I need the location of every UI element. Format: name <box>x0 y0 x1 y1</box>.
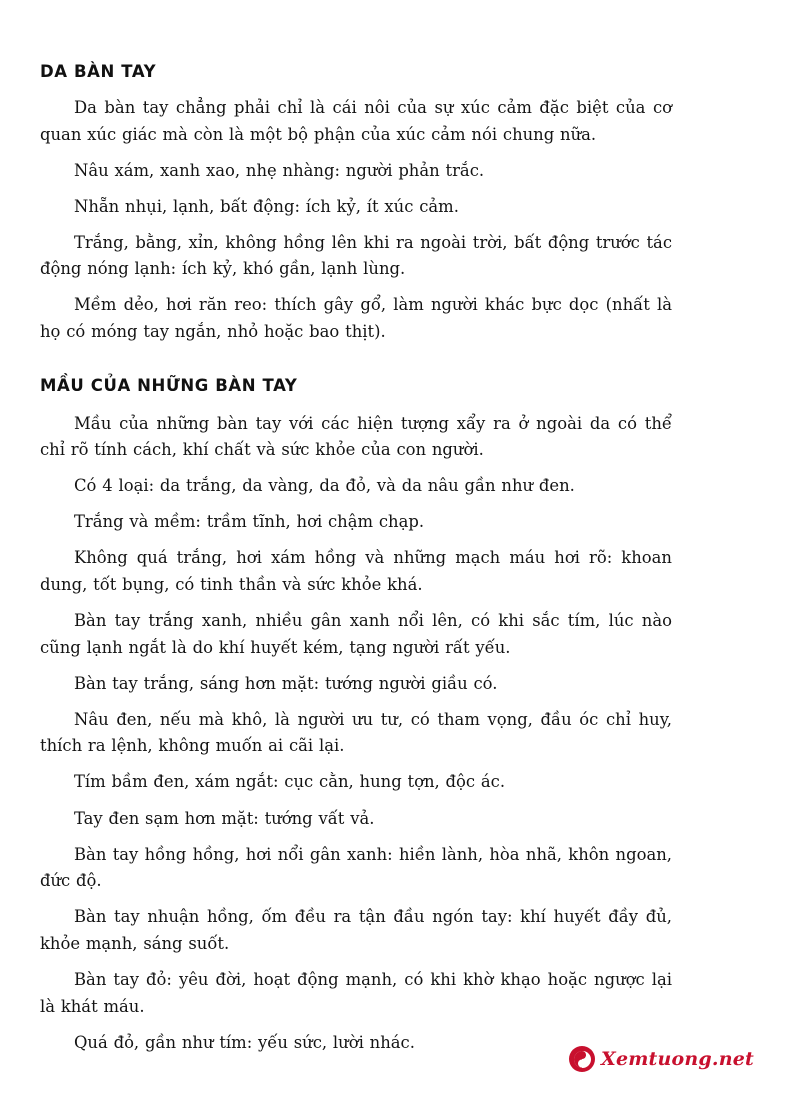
paragraph: Nâu xám, xanh xao, nhẹ nhàng: người phản trắc. <box>74 160 485 180</box>
paragraph: Bàn tay hồng hồng, hơi nổi gân xanh: hiền lành, hòa nhã, khôn ngoan, đức độ. <box>40 844 672 891</box>
paragraph: Trắng, bằng, xỉn, không hồng lên khi ra ngoài trời, bất động trước tác động nóng lạnh: ích kỷ, khó gần, lạnh lùng. <box>40 232 672 279</box>
paragraph: Nâu đen, nếu mà khô, là người ưu tư, có tham vọng, đầu óc chỉ huy, thích ra lệnh, không muốn ai cãi lại. <box>40 709 672 756</box>
paragraph: Bàn tay nhuận hồng, ốm đều ra tận đầu ngón tay: khí huyết đầy đủ, khỏe mạnh, sáng suốt. <box>40 907 672 953</box>
section-heading-1: DA BÀN TAY <box>40 62 157 81</box>
paragraph: Mềm dẻo, hơi răn reo: thích gây gổ, làm người khác bực dọc (nhất là họ có móng tay ngắn, nhỏ hoặc bao thịt). <box>40 295 672 342</box>
paragraph: Tay đen sạm hơn mặt: tướng vất vả. <box>74 808 375 828</box>
paragraph: Có 4 loại: da trắng, da vàng, da đỏ, và da nâu gần như đen. <box>74 476 575 496</box>
section-heading-2: MẦU CỦA NHỮNG BÀN TAY <box>40 375 298 395</box>
paragraph: Tím bầm đen, xám ngắt: cục cằn, hung tợn, độc ác. <box>74 772 506 792</box>
paragraph: Da bàn tay chẳng phải chỉ là cái nôi của sự xúc cảm đặc biệt của cơ quan xúc giác mà còn là một bộ phận của xúc cảm nói chung nữa. <box>40 98 672 144</box>
watermark-text: Xemtuong.net <box>601 1048 754 1070</box>
paragraph: Quá đỏ, gần như tím: yếu sức, lười nhác. <box>74 1032 415 1052</box>
paragraph: Bàn tay trắng, sáng hơn mặt: tướng người giầu có. <box>74 673 498 693</box>
paragraph: Trắng và mềm: trầm tĩnh, hơi chậm chạp. <box>74 512 425 532</box>
watermark <box>569 1046 754 1072</box>
yin-yang-icon <box>569 1046 595 1072</box>
paragraph: Bàn tay trắng xanh, nhiều gân xanh nổi lên, có khi sắc tím, lúc nào cũng lạnh ngắt là do khí huyết kém, tạng người rất yếu. <box>40 611 672 657</box>
paragraph: Mầu của những bàn tay với các hiện tượng xẩy ra ở ngoài da có thể chỉ rõ tính cách, khí chất và sức khỏe của con người. <box>40 413 672 460</box>
paragraph: Bàn tay đỏ: yêu đời, hoạt động mạnh, có khi khờ khạo hoặc ngược lại là khát máu. <box>40 969 672 1016</box>
paragraph: Nhẵn nhụi, lạnh, bất động: ích kỷ, ít xúc cảm. <box>74 196 459 216</box>
document-content <box>40 62 672 1056</box>
paragraph: Không quá trắng, hơi xám hồng và những mạch máu hơi rõ: khoan dung, tốt bụng, có tinh thần và sức khỏe khá. <box>40 548 672 595</box>
